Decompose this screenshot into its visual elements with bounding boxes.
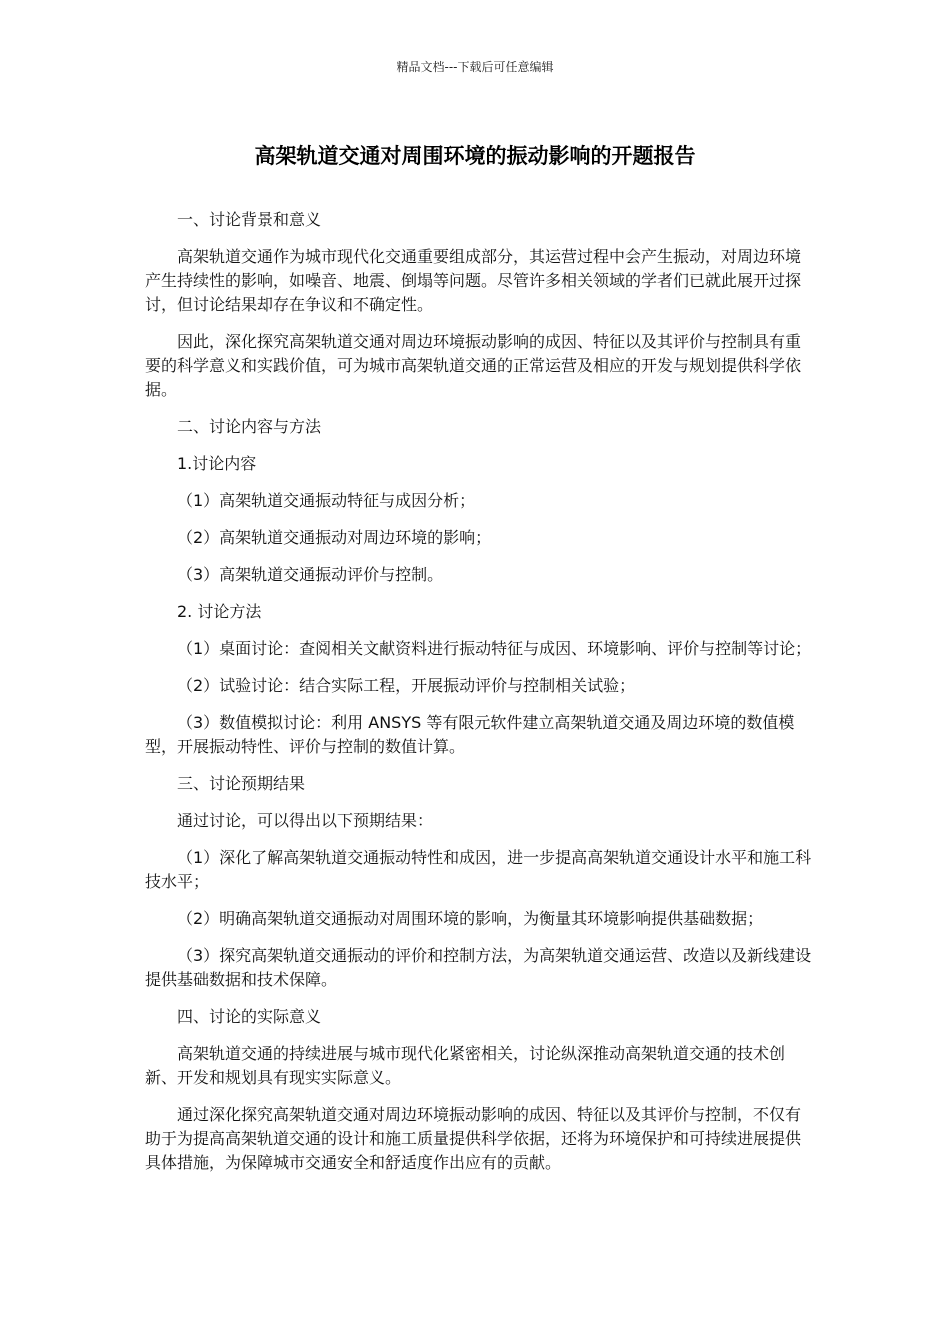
paragraph-practical-1: 高架轨道交通的持续进展与城市现代化紧密相关，讨论纵深推动高架轨道交通的技术创新、开发和规划具有现实实际意义。 — [145, 1044, 786, 1087]
list-item-content-1: （1）高架轨道交通振动特征与成因分析； — [177, 491, 476, 510]
section-heading-4: 四、讨论的实际意义 — [177, 1007, 322, 1026]
paragraph-results-intro: 通过讨论，可以得出以下预期结果： — [177, 811, 434, 830]
paragraph-background: 高架轨道交通作为城市现代化交通重要组成部分，其运营过程中会产生振动，对周边环境产生持续性的影响，如噪音、地震、倒塌等问题。尽管许多相关领域的学者们已就此展开过探讨，但讨论结果却存在争议和不确定性。 — [145, 247, 802, 314]
list-item-content-3: （3）高架轨道交通振动评价与控制。 — [177, 565, 444, 584]
list-item-method-1: （1）桌面讨论：查阅相关文献资料进行振动特征与成因、环境影响、评价与控制等讨论； — [177, 639, 812, 658]
paragraph-practical-2: 通过深化探究高架轨道交通对周边环境振动影响的成因、特征以及其评价与控制，不仅有助于为提高高架轨道交通的设计和施工质量提供科学依据，还将为环境保护和可持续进展提供具体措施，为保障城市交通安全和舒适度作出应有的贡献。 — [145, 1105, 802, 1172]
section-heading-2: 二、讨论内容与方法 — [177, 417, 322, 436]
paragraph-significance: 因此，深化探究高架轨道交通对周边环境振动影响的成因、特征以及其评价与控制具有重要的科学意义和实践价值，可为城市高架轨道交通的正常运营及相应的开发与规划提供科学依据。 — [145, 332, 802, 399]
list-item-method-3: （3）数值模拟讨论：利用 ANSYS 等有限元软件建立高架轨道交通及周边环境的数值模型，开展振动特性、评价与控制的数值计算。 — [145, 713, 795, 756]
list-item-content-2: （2）高架轨道交通振动对周边环境的影响； — [177, 528, 492, 547]
list-item-method-2: （2）试验讨论：结合实际工程，开展振动评价与控制相关试验； — [177, 676, 636, 695]
subheading-content: 1.讨论内容 — [177, 454, 257, 473]
section-heading-1: 一、讨论背景和意义 — [177, 210, 322, 229]
list-item-result-2: （2）明确高架轨道交通振动对周围环境的影响，为衡量其环境影响提供基础数据； — [177, 909, 764, 928]
page-header: 精品文档---下载后可任意编辑 — [396, 60, 554, 74]
document-title: 高架轨道交通对周围环境的振动影响的开题报告 — [254, 144, 696, 168]
list-item-result-1: （1）深化了解高架轨道交通振动特性和成因，进一步提高高架轨道交通设计水平和施工科技水平； — [145, 848, 812, 891]
list-item-result-3: （3）探究高架轨道交通振动的评价和控制方法，为高架轨道交通运营、改造以及新线建设提供基础数据和技术保障。 — [145, 946, 812, 989]
section-heading-3: 三、讨论预期结果 — [177, 774, 306, 793]
subheading-method: 2. 讨论方法 — [177, 602, 262, 621]
document-body — [145, 208, 813, 1188]
